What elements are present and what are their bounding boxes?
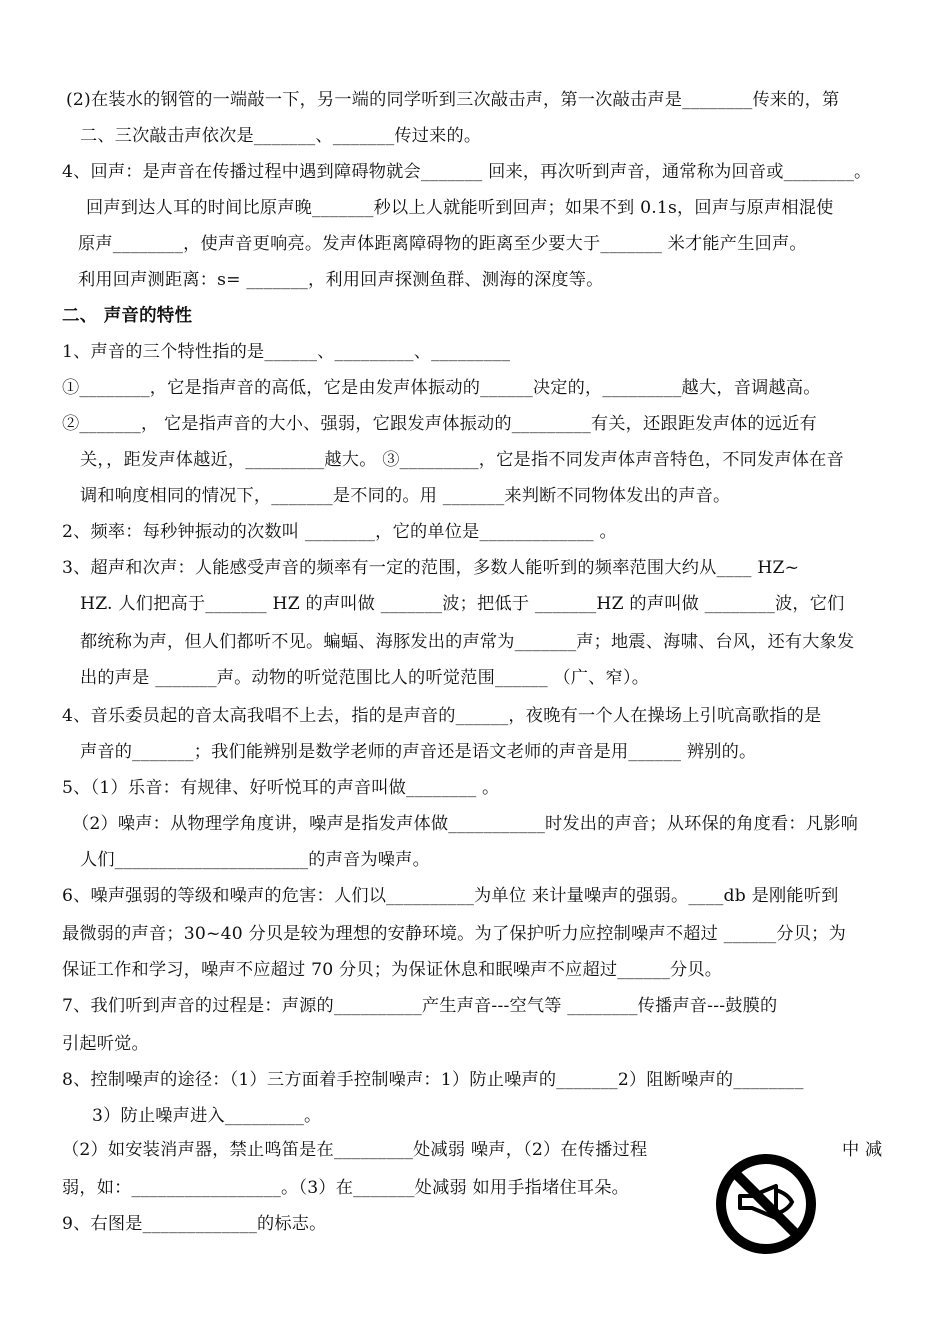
text-line-25: 保证工作和学习，噪声不应超过 70 分贝；为保证休息和眠噪声不应超过______分贝。 [62, 960, 723, 980]
text-line-24: 最微弱的声音；30~40 分贝是较为理想的安静环境。为了保护听力应控制噪声不超过 ______分贝；为 [62, 924, 846, 944]
text-line-11: 关，，距发声体越近，_________越大。 ③_________，它是指不同发声体声音特色，不同发声体在音 [80, 450, 844, 470]
text-line-20: 5、（1）乐音：有规律、好听悦耳的声音叫做________ 。 [62, 778, 500, 798]
no-horn-sign-icon [712, 1150, 820, 1258]
text-line-21: （2）噪声：从物理学角度讲，噪声是指发声体做___________时发出的声音；从环保的角度看：凡影响 [72, 814, 858, 834]
text-line-18: 4、音乐委员起的音太高我唱不上去，指的是声音的______，夜晚有一个人在操场上引吭高歌指的是 [62, 706, 822, 726]
text-line-29: 3）防止噪声进入_________。 [92, 1106, 322, 1126]
text-line-10: ②_______， 它是指声音的大小、强弱，它跟发声体振动的_________有关，还跟距发声体的远近有 [62, 414, 817, 434]
text-line-2: 二、三次敲击声依次是_______、_______传过来的。 [80, 126, 482, 146]
text-line-12: 调和响度相同的情况下，_______是不同的。用 _______来判断不同物体发出的声音。 [80, 486, 731, 506]
text-line-28: 8、控制噪声的途径：（1）三方面着手控制噪声：1）防止噪声的_______2）阻断噪声的________ [62, 1070, 804, 1090]
text-line-27: 引起听觉。 [62, 1034, 149, 1054]
text-line-16: 都统称为声，但人们都听不见。蝙蝠、海豚发出的声常为_______声；地震、海啸、台风，还有大象发 [80, 632, 855, 652]
text-line-14: 3、超声和次声：人能感受声音的频率有一定的范围，多数人能听到的频率范围大约从____ HZ~ [62, 558, 800, 578]
text-line-22: 人们______________________的声音为噪声。 [80, 850, 430, 870]
text-line-6: 利用回声测距离：s= _______，利用回声探测鱼群、测海的深度等。 [78, 270, 604, 290]
section-heading: 二、 声音的特性 [62, 306, 193, 326]
text-line-31: 弱，如：_________________。（3）在_______处减弱 如用手指堵住耳朵。 [62, 1178, 630, 1198]
text-line-30: （2）如安装消声器，禁止鸣笛是在_________处减弱 噪声，（2）在传播过程 [62, 1140, 648, 1160]
text-line-5: 原声________，使声音更响亮。发声体距离障碍物的距离至少要大于_______ 米才能产生回声。 [78, 234, 807, 254]
text-line-8: 1、声音的三个特性指的是______、_________、_________ [62, 342, 511, 362]
text-line-32: 9、右图是_____________的标志。 [62, 1214, 327, 1234]
text-line-1: (2)在装水的钢管的一端敲一下，另一端的同学听到三次敲击声，第一次敲击声是________传来的，第 [66, 90, 840, 110]
text-line-15: HZ. 人们把高于_______ HZ 的声叫做 _______波；把低于 _______HZ 的声叫做 ________波，它们 [80, 594, 845, 614]
text-line-4: 回声到达人耳的时间比原声晚_______秒以上人就能听到回声；如果不到 0.1s，回声与原声相混使 [86, 198, 834, 218]
text-line-17: 出的声是 _______声。动物的听觉范围比人的听觉范围______ （广、窄）。 [80, 668, 650, 688]
text-line-9: ①________，它是指声音的高低，它是由发声体振动的______决定的，_________越大，音调越高。 [62, 378, 821, 398]
text-line-30-tail: 中 减 [842, 1140, 883, 1160]
text-line-13: 2、频率：每秒钟振动的次数叫 ________，它的单位是_____________ 。 [62, 522, 617, 542]
text-line-3: 4、回声：是声音在传播过程中遇到障碍物就会_______ 回来，再次听到声音，通常称为回音或________。 [62, 162, 872, 182]
text-line-19: 声音的_______；我们能辨别是数学老师的声音还是语文老师的声音是用______ 辨别的。 [80, 742, 757, 762]
text-line-23: 6、噪声强弱的等级和噪声的危害：人们以__________为单位 来计量噪声的强弱。____db 是刚能听到 [62, 886, 839, 906]
text-line-26: 7、我们听到声音的过程是：声源的__________产生声音---空气等 ________传播声音---鼓膜的 [62, 996, 778, 1016]
